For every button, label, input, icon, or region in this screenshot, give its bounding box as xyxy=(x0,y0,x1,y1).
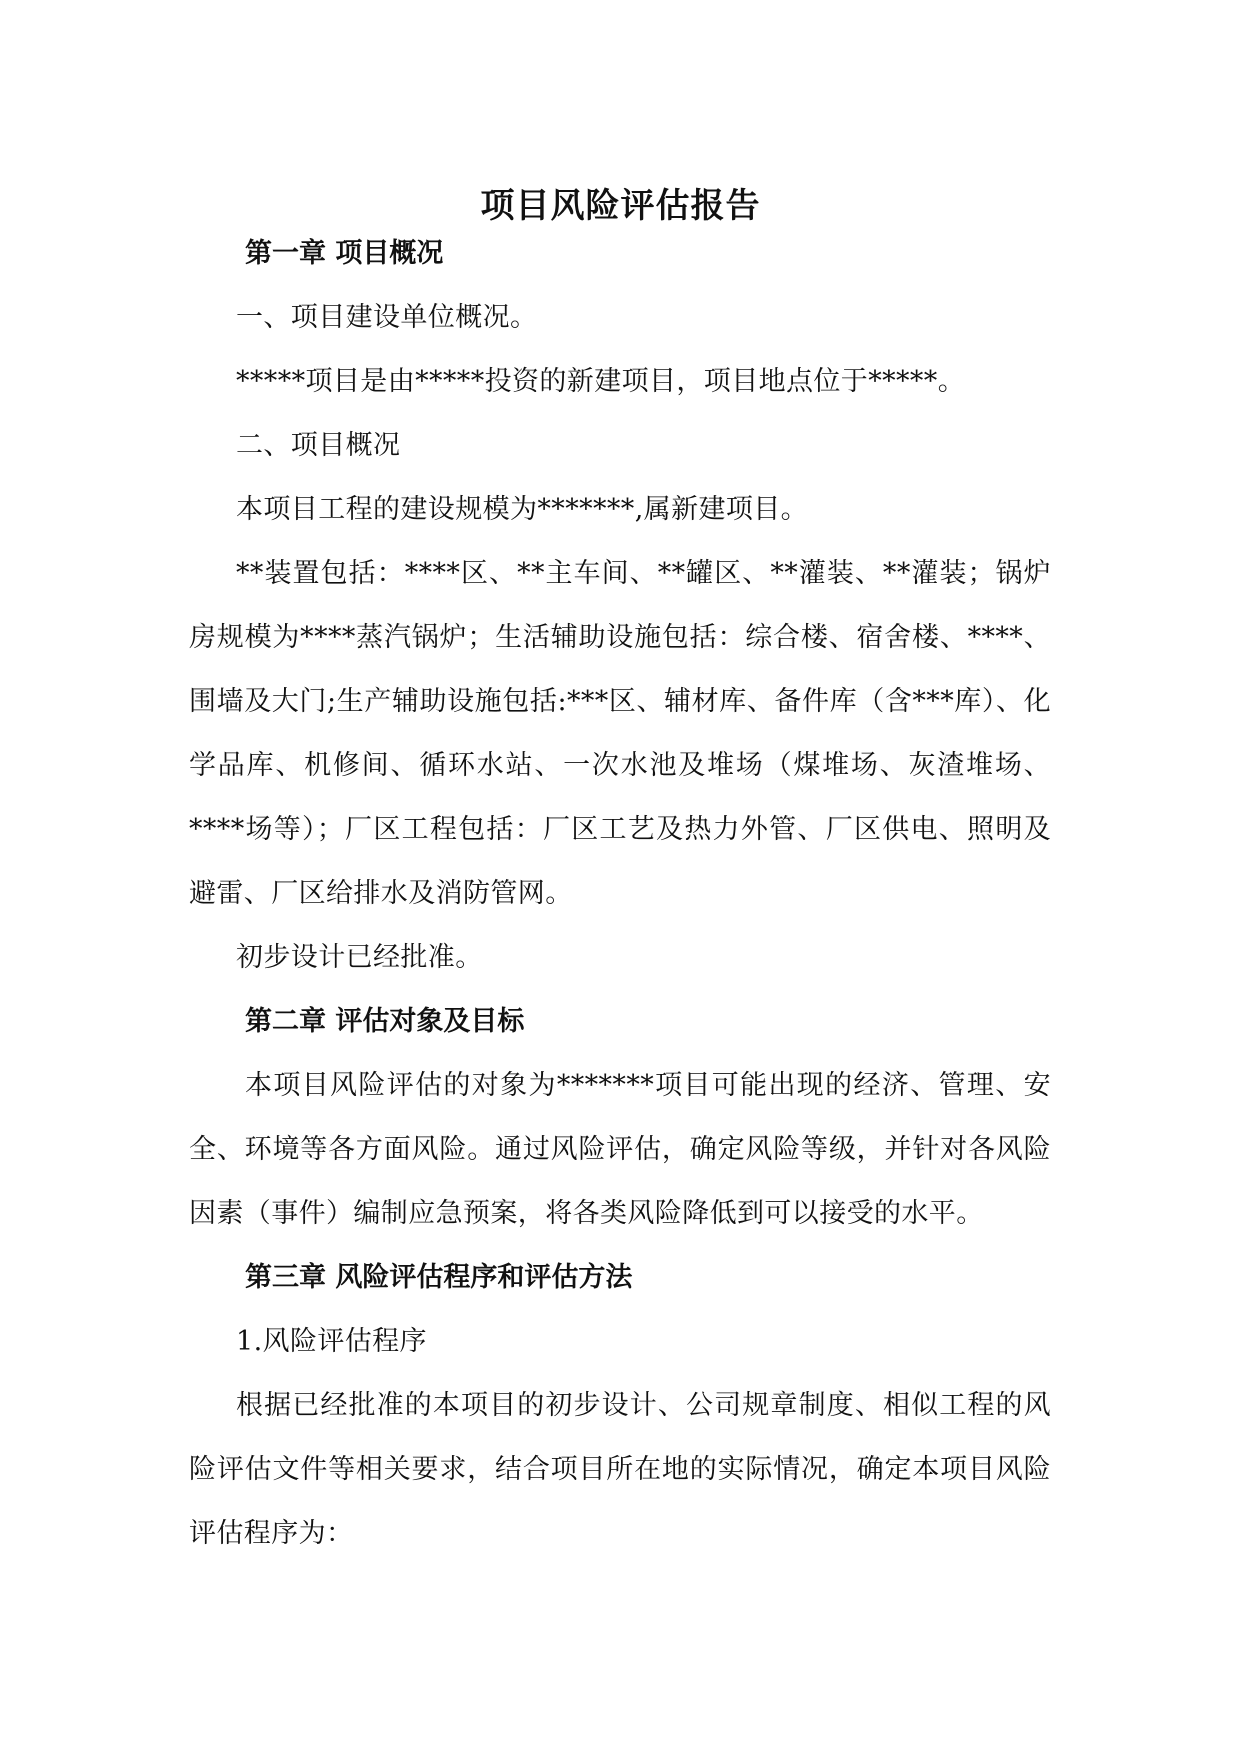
paragraph-facilities: **装置包括：****区、**主车间、**罐区、**灌装、**灌装；锅炉房规模为****蒸汽锅炉；生活辅助设施包括：综合楼、宿舍楼、****、围墙及大门;生产辅助设施包括:***区、辅材库、备件库（含***库）、化学品库、机修间、循环水站、一次水池及堆场（煤堆场、灰渣堆场、****场等）；厂区工程包括：厂区工艺及热力外管、厂区供电、照明及避雷、厂区给排水及消防管网。 xyxy=(189,558,1051,909)
section-heading-2: 二、项目概况 xyxy=(236,430,401,461)
paragraph-project-investor: *****项目是由*****投资的新建项目，项目地点位于*****。 xyxy=(236,366,966,397)
document-title: 项目风险评估报告 xyxy=(480,185,761,226)
paragraph-evaluation-object: 本项目风险评估的对象为*******项目可能出现的经济、管理、安全、环境等各方面风险。通过风险评估，确定风险等级，并针对各风险因素（事件）编制应急预案，将各类风险降低到可以接受的水平。 xyxy=(189,1070,1051,1229)
chapter-1-heading: 第一章 项目概况 xyxy=(245,238,444,269)
chapter-2-heading: 第二章 评估对象及目标 xyxy=(245,1006,525,1037)
paragraph-design-approved: 初步设计已经批准。 xyxy=(236,942,483,973)
paragraph-procedure-basis: 根据已经批准的本项目的初步设计、公司规章制度、相似工程的风险评估文件等相关要求，结合项目所在地的实际情况，确定本项目风险评估程序为： xyxy=(189,1390,1051,1549)
section-heading-procedure: 1.风险评估程序 xyxy=(236,1326,427,1357)
document-body xyxy=(189,222,1051,1566)
section-heading-1: 一、项目建设单位概况。 xyxy=(236,302,538,333)
paragraph-construction-scale: 本项目工程的建设规模为*******,属新建项目。 xyxy=(236,494,809,525)
chapter-3-heading: 第三章 风险评估程序和评估方法 xyxy=(245,1262,633,1293)
